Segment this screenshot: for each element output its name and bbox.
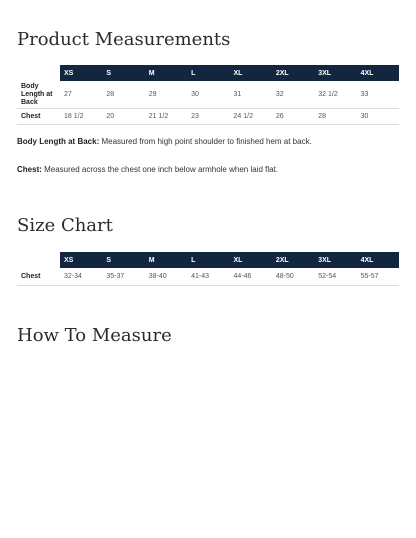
- table-cell: 48-50: [272, 268, 314, 286]
- table-cell: 41-43: [187, 268, 229, 286]
- table-cell: 32 1/2: [314, 81, 356, 109]
- table-cell: 18 1/2: [60, 109, 102, 125]
- table-cell: 32: [272, 81, 314, 109]
- table-cell: 38-40: [145, 268, 187, 286]
- column-header-xs: XS: [60, 252, 102, 268]
- table-row: [17, 268, 399, 286]
- table-cell: 29: [145, 81, 187, 109]
- table-cell: 30: [187, 81, 229, 109]
- table-cell: 55-57: [357, 268, 399, 286]
- column-header-m: M: [145, 65, 187, 81]
- column-header-2xl: 2XL: [272, 65, 314, 81]
- chest-description: Measured across the chest one inch below armhole when laid flat.: [41, 165, 279, 174]
- table-header-corner: [17, 252, 60, 268]
- how-to-measure-heading: How To Measure: [17, 325, 172, 346]
- table-header-row: [17, 252, 399, 268]
- column-header-2xl: 2XL: [272, 252, 314, 268]
- row-label-chest: Chest: [17, 109, 60, 125]
- column-header-s: S: [102, 65, 144, 81]
- table-header-corner: [17, 65, 60, 81]
- column-header-3xl: 3XL: [314, 65, 356, 81]
- table-cell: 28: [102, 81, 144, 109]
- table-cell: 44-46: [230, 268, 272, 286]
- column-header-m: M: [145, 252, 187, 268]
- size-chart-heading: Size Chart: [17, 215, 113, 236]
- table-cell: 28: [314, 109, 356, 125]
- row-label-body-length: Body Length at Back: [17, 81, 60, 109]
- body-length-note: [17, 137, 312, 146]
- column-header-4xl: 4XL: [357, 65, 399, 81]
- table-cell: 31: [230, 81, 272, 109]
- row-label-chest: Chest: [17, 268, 60, 286]
- column-header-l: L: [187, 252, 229, 268]
- table-cell: 20: [102, 109, 144, 125]
- table-cell: 35-37: [102, 268, 144, 286]
- column-header-s: S: [102, 252, 144, 268]
- table-cell: 27: [60, 81, 102, 109]
- table-cell: 32-34: [60, 268, 102, 286]
- table-cell: 21 1/2: [145, 109, 187, 125]
- chest-term: Chest:: [17, 165, 42, 174]
- table-cell: 30: [357, 109, 399, 125]
- table-cell: 24 1/2: [230, 109, 272, 125]
- table-cell: 33: [357, 81, 399, 109]
- size-chart-table: [17, 252, 399, 286]
- column-header-xl: XL: [230, 252, 272, 268]
- table-row: [17, 81, 399, 109]
- product-measurements-table: [17, 65, 399, 125]
- column-header-xs: XS: [60, 65, 102, 81]
- body-length-term: Body Length at Back:: [17, 137, 100, 146]
- column-header-xl: XL: [230, 65, 272, 81]
- chest-note: [17, 165, 278, 174]
- body-length-description: Measured from high point shoulder to finished hem at back.: [99, 137, 312, 146]
- table-cell: 26: [272, 109, 314, 125]
- product-measurements-heading: Product Measurements: [17, 29, 231, 50]
- column-header-4xl: 4XL: [357, 252, 399, 268]
- table-row: [17, 109, 399, 125]
- table-header-row: [17, 65, 399, 81]
- table-cell: 23: [187, 109, 229, 125]
- column-header-3xl: 3XL: [314, 252, 356, 268]
- column-header-l: L: [187, 65, 229, 81]
- table-cell: 52-54: [314, 268, 356, 286]
